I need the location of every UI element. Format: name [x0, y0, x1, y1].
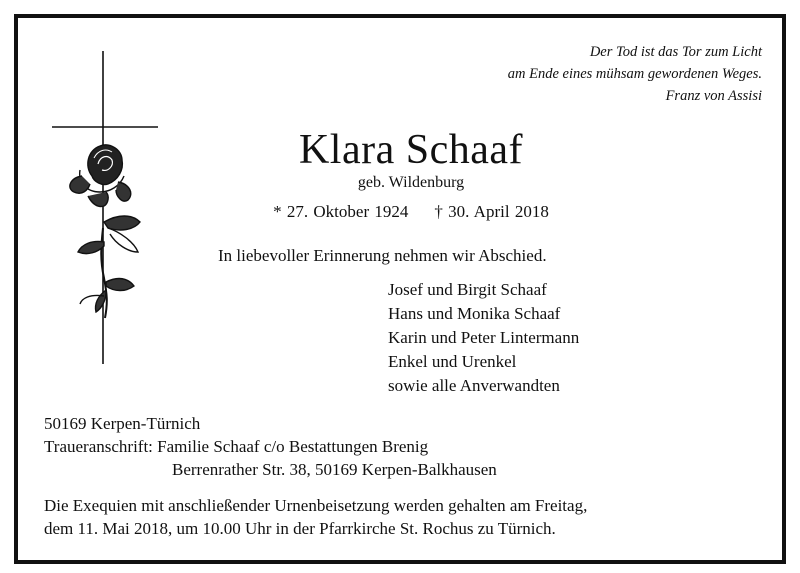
birth-name: geb. Wildenburg	[357, 174, 465, 191]
service-notice-line-2: dem 11. Mai 2018, um 10.00 Uhr in der Pfarrkirche St. Rochus zu Türnich.	[44, 519, 556, 538]
address-block	[44, 412, 497, 481]
mourners-list	[388, 278, 579, 398]
death-date: † 30. April 2018	[434, 202, 549, 221]
mourner-item: Josef und Birgit Schaaf	[388, 280, 547, 299]
service-notice-line-1: Die Exequien mit anschließender Urnenbeisetzung werden gehalten am Freitag,	[44, 496, 588, 515]
mourning-address-line-1: Traueranschrift: Familie Schaaf c/o Bestattungen Brenig	[44, 437, 429, 456]
mourner-item: Karin und Peter Lintermann	[388, 328, 580, 347]
quote-line-2: am Ende eines mühsam gewordenen Weges.	[507, 66, 762, 82]
mourning-address-line-2: Berrenrather Str. 38, 50169 Kerpen-Balkhausen	[172, 460, 497, 479]
farewell-text: In liebevoller Erinnerung nehmen wir Abschied.	[218, 246, 547, 265]
place: 50169 Kerpen-Türnich	[44, 414, 201, 433]
birth-date: * 27. Oktober 1924	[273, 202, 409, 221]
service-notice	[44, 494, 587, 540]
quote-author: Franz von Assisi	[665, 88, 762, 104]
life-dates	[18, 202, 800, 222]
deceased-name: Klara Schaaf	[298, 127, 524, 173]
obituary-frame	[14, 14, 786, 564]
mourner-item: sowie alle Anverwandten	[388, 376, 560, 395]
mourner-item: Enkel und Urenkel	[388, 352, 517, 371]
quote-block	[508, 41, 762, 107]
mourner-item: Hans und Monika Schaaf	[388, 304, 561, 323]
quote-line-1: Der Tod ist das Tor zum Licht	[589, 44, 762, 60]
